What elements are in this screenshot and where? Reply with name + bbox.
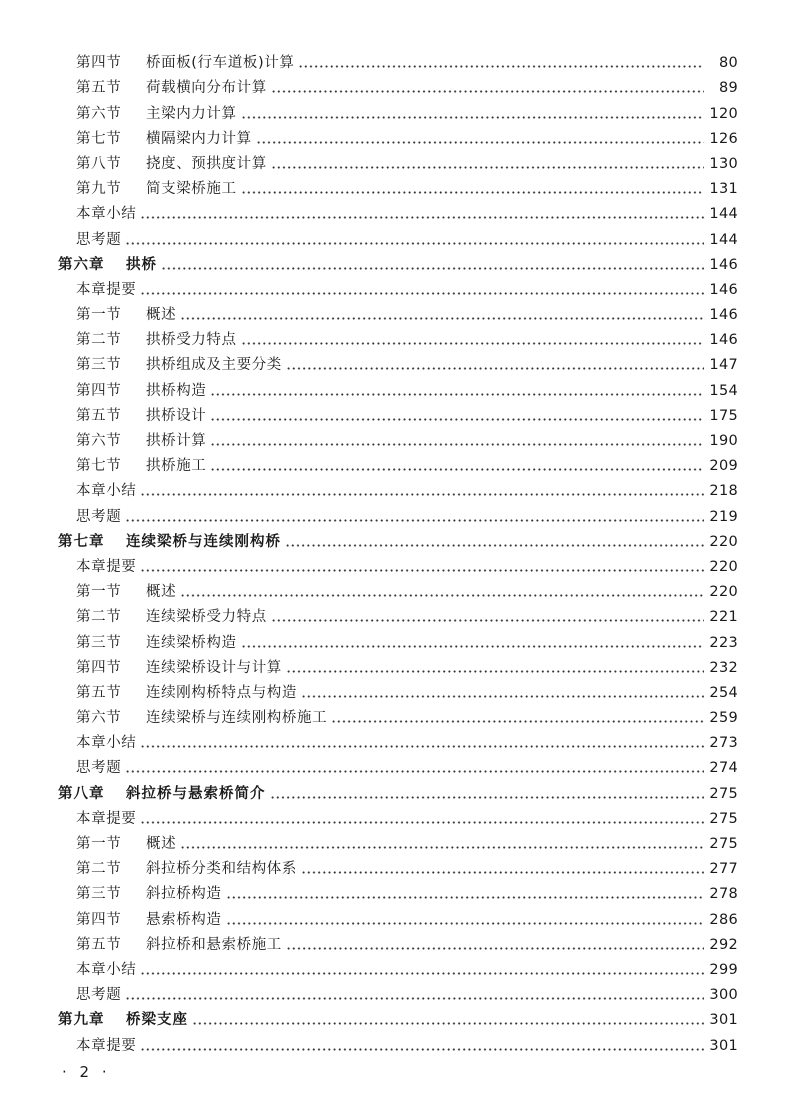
toc-page-number: 146 <box>709 332 738 349</box>
toc-page-number: 274 <box>709 760 738 777</box>
toc-entry-title: 本章小结 <box>76 961 137 978</box>
toc-page-number: 209 <box>709 458 738 475</box>
toc-section-row <box>58 954 738 979</box>
toc-entry-label <box>76 54 294 72</box>
toc-entry-number: 第一节 <box>76 584 122 601</box>
toc-entry-number: 第二节 <box>76 332 122 349</box>
toc-page-number: 223 <box>709 634 738 651</box>
dot-leader <box>286 947 704 950</box>
dot-leader <box>180 846 704 849</box>
toc-page-number: 190 <box>709 433 738 449</box>
toc-section-row <box>58 878 738 903</box>
toc-section-row <box>58 148 738 173</box>
toc-entry-label <box>76 634 237 652</box>
toc-page-number: 175 <box>709 407 738 424</box>
toc-entry-label <box>76 382 206 400</box>
toc-entry-number: 第三节 <box>76 634 122 651</box>
toc-page-number: 277 <box>709 861 738 878</box>
toc-entry-number: 第一节 <box>76 307 122 324</box>
toc-entry-title: 横隔梁内力计算 <box>146 130 252 147</box>
dot-leader <box>241 116 704 119</box>
dot-leader <box>271 166 704 169</box>
toc-entry-label <box>76 810 136 828</box>
toc-entry-title: 悬索桥构造 <box>146 911 222 928</box>
toc-page-number: 220 <box>709 533 738 550</box>
toc-entry-label <box>76 659 282 677</box>
toc-entry-title: 斜拉桥与悬索桥简介 <box>126 785 266 802</box>
toc-page-number: 220 <box>709 558 738 575</box>
toc-entry-number: 第六节 <box>76 710 122 727</box>
toc-page-number: 301 <box>709 1037 738 1054</box>
toc-entry-title: 连续梁桥构造 <box>146 634 237 651</box>
toc-entry-label <box>76 1037 136 1055</box>
toc-entry-label <box>76 936 282 954</box>
toc-page-number: 218 <box>709 483 738 500</box>
toc-entry-title: 概述 <box>146 307 177 324</box>
toc-page-number: 299 <box>709 961 738 978</box>
toc-entry-title: 本章小结 <box>76 206 137 223</box>
toc-section-row <box>58 576 738 601</box>
toc-entry-title: 连续刚构桥特点与构造 <box>146 684 297 701</box>
dot-leader <box>180 317 704 320</box>
toc-section-row <box>58 626 738 651</box>
toc-chapter-row <box>58 777 738 802</box>
toc-entry-label <box>76 911 222 929</box>
toc-entry-title: 概述 <box>146 584 177 601</box>
dot-leader <box>301 695 704 698</box>
toc-entry-number: 第五节 <box>76 684 122 701</box>
toc-page-number: 126 <box>709 130 738 147</box>
dot-leader <box>210 393 704 396</box>
toc-entry-title: 连续梁桥设计与计算 <box>146 659 282 676</box>
toc-entry-label <box>76 986 121 1004</box>
toc-page-number: 292 <box>709 936 738 953</box>
toc-page-number: 301 <box>709 1012 738 1029</box>
toc-page-number: 275 <box>709 810 738 827</box>
toc-chapter-row <box>58 526 738 551</box>
toc-entry-title: 拱桥受力特点 <box>146 332 237 349</box>
toc-section-row <box>58 601 738 626</box>
toc-section-row <box>58 97 738 122</box>
dot-leader <box>140 292 704 295</box>
toc-entry-title: 连续梁桥与连续刚构桥 <box>126 533 281 550</box>
toc-entry-label <box>76 709 327 727</box>
toc-page-number: 254 <box>709 684 738 701</box>
toc-entry-title: 思考题 <box>76 508 122 525</box>
toc-section-row <box>58 803 738 828</box>
dot-leader <box>140 1048 704 1051</box>
toc-section-row <box>58 702 738 727</box>
dot-leader <box>226 922 705 925</box>
toc-entry-number: 第八章 <box>58 785 105 802</box>
toc-entry-title: 连续梁桥受力特点 <box>146 609 267 626</box>
toc-section-row <box>58 500 738 525</box>
toc-entry-label <box>76 231 121 249</box>
toc-section-row <box>58 475 738 500</box>
toc-section-row <box>58 929 738 954</box>
toc-entry-number: 第四节 <box>76 659 122 676</box>
toc-entry-number: 第七节 <box>76 130 122 147</box>
toc-section-row <box>58 828 738 853</box>
toc-section-row <box>58 853 738 878</box>
toc-entry-title: 本章提要 <box>76 281 137 298</box>
toc-entry-title: 拱桥计算 <box>146 433 207 449</box>
toc-page-number: 221 <box>709 609 738 626</box>
toc-page-number: 278 <box>709 886 738 903</box>
toc-page-number: 232 <box>709 659 738 676</box>
toc-entry-title: 拱桥设计 <box>146 407 207 424</box>
toc-entry-title: 概述 <box>146 836 177 852</box>
dot-leader <box>331 720 704 723</box>
toc-page-number: 259 <box>709 710 738 727</box>
toc-entry-title: 连续梁桥与连续刚构桥施工 <box>146 710 328 727</box>
dot-leader <box>125 242 704 245</box>
toc-entry-title: 主梁内力计算 <box>146 105 237 122</box>
toc-page-number: 147 <box>709 357 738 374</box>
toc-page-number: 80 <box>718 55 738 72</box>
toc-section-row <box>58 425 738 450</box>
toc-entry-label <box>76 684 297 702</box>
toc-section-row <box>58 324 738 349</box>
toc-entry-title: 拱桥组成及主要分类 <box>146 357 282 374</box>
dot-leader <box>256 141 704 144</box>
toc-entry-label <box>76 759 121 777</box>
toc-page-number: 275 <box>709 836 738 852</box>
toc-page-number: 146 <box>709 256 738 273</box>
toc-entry-label <box>76 306 176 324</box>
toc-section-row <box>58 400 738 425</box>
toc-entry-title: 本章提要 <box>76 1037 137 1054</box>
dot-leader <box>180 594 704 597</box>
dot-leader <box>241 342 704 345</box>
toc-page-number: 131 <box>709 181 738 198</box>
toc-entry-number: 第二节 <box>76 861 122 878</box>
page-number-folio: · 2 · <box>62 1063 111 1081</box>
toc-section-row <box>58 173 738 198</box>
toc-entry-label <box>76 331 237 349</box>
dot-leader <box>140 569 704 572</box>
toc-entry-label <box>76 205 136 223</box>
dot-leader <box>298 65 704 68</box>
toc-entry-number: 第三节 <box>76 886 122 903</box>
toc-entry-label <box>76 180 237 198</box>
toc-page-number: 273 <box>709 735 738 752</box>
toc-entry-title: 斜拉桥分类和结构体系 <box>146 861 297 878</box>
toc-entry-number: 第九节 <box>76 181 122 198</box>
toc-section-row <box>58 979 738 1004</box>
dot-leader <box>140 972 704 975</box>
toc-entry-label <box>76 155 267 173</box>
dot-leader <box>140 216 704 219</box>
toc-section-row <box>58 299 738 324</box>
toc-entry-label <box>76 558 136 576</box>
toc-section-row <box>58 551 738 576</box>
dot-leader <box>286 367 704 370</box>
toc-entry-title: 拱桥构造 <box>146 382 207 399</box>
toc-section-row <box>58 47 738 72</box>
dot-leader <box>286 670 704 673</box>
toc-page-number: 144 <box>709 206 738 223</box>
dot-leader <box>125 997 704 1000</box>
dot-leader <box>301 871 704 874</box>
dot-leader <box>210 468 704 471</box>
toc-entry-label <box>76 860 297 878</box>
dot-leader <box>271 90 704 93</box>
toc-page-number: 286 <box>709 911 738 928</box>
toc-entry-title: 思考题 <box>76 760 122 777</box>
toc-section-row <box>58 349 738 374</box>
toc-entry-number: 第七章 <box>58 533 105 550</box>
toc-page-number: 219 <box>709 508 738 525</box>
toc-page-number: 220 <box>709 584 738 601</box>
dot-leader <box>270 796 705 799</box>
table-of-contents <box>58 47 738 1055</box>
toc-chapter-row <box>58 249 738 274</box>
toc-section-row <box>58 274 738 299</box>
toc-entry-label <box>76 835 176 853</box>
dot-leader <box>161 267 704 270</box>
toc-section-row <box>58 1029 738 1054</box>
dot-leader <box>241 645 704 648</box>
dot-leader <box>241 191 704 194</box>
toc-section-row <box>58 450 738 475</box>
toc-entry-number: 第九章 <box>58 1012 105 1029</box>
toc-entry-number: 第二节 <box>76 609 122 626</box>
toc-entry-label <box>58 256 157 274</box>
toc-entry-number: 第七节 <box>76 458 122 475</box>
toc-page-number: 130 <box>709 155 738 172</box>
toc-entry-title: 拱桥施工 <box>146 458 207 475</box>
toc-entry-label <box>76 281 136 299</box>
toc-entry-number: 第四节 <box>76 911 122 928</box>
toc-entry-number: 第一节 <box>76 836 122 852</box>
toc-entry-number: 第六节 <box>76 433 122 449</box>
toc-section-row <box>58 727 738 752</box>
toc-section-row <box>58 374 738 399</box>
toc-entry-number: 第五节 <box>76 936 122 953</box>
toc-section-row <box>58 223 738 248</box>
toc-entry-label <box>76 407 206 425</box>
toc-section-row <box>58 677 738 702</box>
toc-entry-title: 本章提要 <box>76 810 137 827</box>
toc-section-row <box>58 72 738 97</box>
toc-entry-label <box>76 79 267 97</box>
dot-leader <box>210 418 704 421</box>
toc-page-number: 146 <box>709 281 738 298</box>
dot-leader <box>125 519 704 522</box>
dot-leader <box>125 770 704 773</box>
toc-entry-number: 第五节 <box>76 80 122 97</box>
toc-entry-number: 第八节 <box>76 155 122 172</box>
toc-page-number: 154 <box>709 382 738 399</box>
toc-entry-title: 桥梁支座 <box>126 1012 188 1029</box>
toc-entry-title: 思考题 <box>76 987 122 1004</box>
toc-chapter-row <box>58 1004 738 1029</box>
toc-page-number: 89 <box>718 80 738 97</box>
toc-entry-title: 本章提要 <box>76 558 137 575</box>
toc-section-row <box>58 752 738 777</box>
toc-entry-title: 简支梁桥施工 <box>146 181 237 198</box>
toc-page-number: 275 <box>709 785 738 802</box>
dot-leader <box>192 1022 704 1025</box>
toc-entry-label <box>76 356 282 374</box>
dot-leader <box>140 821 704 824</box>
toc-section-row <box>58 123 738 148</box>
toc-entry-title: 本章小结 <box>76 735 137 752</box>
toc-entry-label <box>58 1011 188 1029</box>
toc-entry-title: 本章小结 <box>76 483 137 500</box>
toc-entry-label <box>76 105 237 123</box>
toc-section-row <box>58 903 738 928</box>
toc-entry-title: 思考题 <box>76 231 122 248</box>
toc-page-number: 144 <box>709 231 738 248</box>
toc-entry-label <box>58 533 281 551</box>
toc-entry-label <box>76 508 121 526</box>
toc-entry-label <box>76 130 252 148</box>
toc-entry-label <box>76 432 206 450</box>
toc-entry-number: 第五节 <box>76 407 122 424</box>
toc-entry-title: 斜拉桥构造 <box>146 886 222 903</box>
dot-leader <box>285 544 704 547</box>
toc-entry-title: 挠度、预拱度计算 <box>146 155 267 172</box>
toc-entry-title: 桥面板(行车道板)计算 <box>146 55 295 72</box>
toc-entry-label <box>76 457 206 475</box>
toc-entry-number: 第四节 <box>76 382 122 399</box>
toc-entry-title: 拱桥 <box>126 256 157 273</box>
toc-entry-title: 荷载横向分布计算 <box>146 80 267 97</box>
toc-entry-number: 第六章 <box>58 256 105 273</box>
toc-entry-label <box>76 885 222 903</box>
dot-leader <box>271 619 704 622</box>
toc-entry-label <box>76 608 267 626</box>
toc-entry-number: 第六节 <box>76 105 122 122</box>
toc-page-number: 300 <box>709 987 738 1004</box>
toc-entry-label <box>76 734 136 752</box>
toc-entry-title: 斜拉桥和悬索桥施工 <box>146 936 282 953</box>
toc-entry-label <box>76 482 136 500</box>
toc-entry-label <box>58 785 266 803</box>
toc-entry-number: 第三节 <box>76 357 122 374</box>
toc-section-row <box>58 198 738 223</box>
toc-entry-label <box>76 583 176 601</box>
toc-section-row <box>58 652 738 677</box>
toc-page-number: 146 <box>709 307 738 324</box>
toc-page-number: 120 <box>709 105 738 122</box>
dot-leader <box>210 443 704 446</box>
dot-leader <box>140 745 704 748</box>
dot-leader <box>226 896 705 899</box>
toc-entry-number: 第四节 <box>76 55 122 72</box>
dot-leader <box>140 493 704 496</box>
toc-entry-label <box>76 961 136 979</box>
